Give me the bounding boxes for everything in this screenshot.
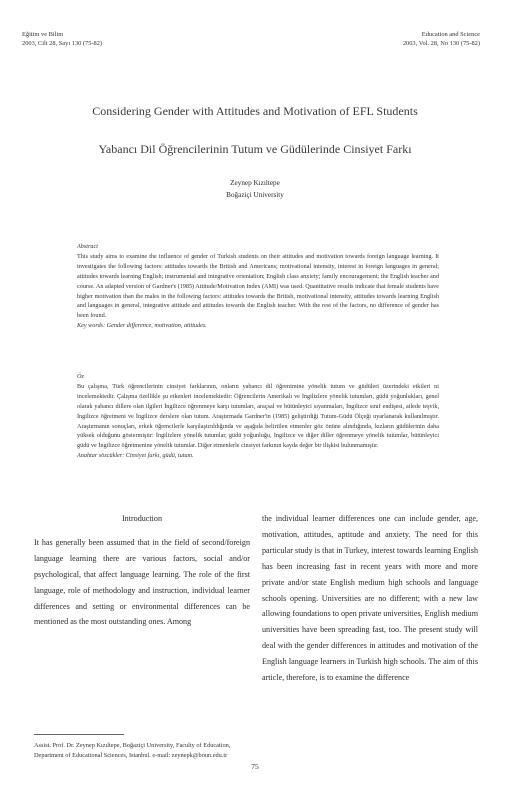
abstract-english (77, 242, 439, 331)
author-block (0, 177, 510, 201)
oz-text: Bu çalışma, Türk öğrencilerinin cinsiyet farklarının, onların yabancı dil öğrenimine yönelik tutum ve güdüleri üzerindeki etkileri ni incelemektedir. Çalışma özellikle şu etkenleri incelemektedir: Öğrencilerin Amerikalı ve İngilizlere yönelik tutumları, güdü yoğunlukları, genel olarak yabancı dillere olan ilgileri İngilizce öğrenmeye karşı tutumları, araçsal ve bütünleyici sıyanmaları, İngilizce sınıf endişesi, ailede teşvik, İngilizce öğretmeni ve İngilizce derslere olan tutum. Araştırmada Gardner'in (1985) geliştirdiği Tutum-Güdü Ölçeği uyarlanarak kullanılmıştır. Araştırmanın sonuçları, erkek öğrencilerle karşılaştırıldığında ve aşağıda belirtilen etmenler göz önüne alındığında, kızların güdülerinin daha yüksek olduğunu göstermiştir: İngilizlere yönelik tutumlar, güdü yoğunluğu, İngilizce ve diğer diller öğrenmeye yönelik tutumlar, bütünleyici güdü ve İngilizce öğretmenine yönelik tutumlar. Diğer etmenlerle cinsiyet farkının kayda değer bir ilişkisi bulunmamıştır. (77, 382, 439, 450)
author-affiliation: Boğaziçi University (226, 191, 284, 199)
abstract-label: Abstract (77, 243, 98, 250)
abstract-text: This study aims to examine the influence of gender of Turkish students on their attitudes and motivation towards foreign language learning. It investigates the following factors: attitudes towards the British and Americans; motivational intensity, interest in foreign languages in general; attitudes towards learning English; instrumental and integrative orientation; English class anxiety; family encouragement; the English teacher and course. An adapted version of Gardner's (1985) Attitude/Motivation Index (AMI) was used. Quantitative results indicate that female students have higher motivation than the males in the following factors: attitudes towards the British, motivational intensity, attitudes towards learning English and languages in general, integrative attitude and attitudes towards the English teacher. With the rest of the factors, no difference of gender has been found. (77, 252, 439, 320)
footnote-divider (34, 734, 124, 735)
journal-issue-en: 2003, Vol. 28, No 130 (75-82) (402, 40, 480, 47)
paper-title-en: Considering Gender with Attitudes and Motivation of EFL Students (92, 104, 418, 118)
abstract-turkish (77, 372, 439, 461)
page-number: 75 (251, 762, 259, 771)
author-footnote: Assist. Prof. Dr. Zeynep Kızıltepe, Boğaziçi University, Faculty of Education, Department of Educational Sciences, Istanbul. e-mail: zeynepk@boun.edu.tr (34, 742, 231, 759)
intro-paragraph-left: It has generally been assumed that in the field of second/foreign language learning there are various factors, social and/or psychological, that affect language learning. The role of the first language, role of methodology and instruction, individual learner differences and setting or environmental differences can be mentioned as the most outstanding ones. Among (34, 537, 250, 627)
section-heading-introduction: Introduction (121, 514, 162, 523)
body-column-right (262, 511, 478, 686)
journal-header-right (403, 30, 480, 48)
keywords: Key words: Gender difference, motivation, attitudes. (77, 322, 207, 330)
anahtar-sozcukler: Anahtar sözcükler: Cinsiyet farkı, güdü, tutum. (77, 452, 194, 460)
intro-paragraph-right: the individual learner differences one can include gender, age, motivation, attitudes, aptitude and anxiety. The need for this particular study is that in Turkey, interest towards learning English has been increasing fast in recent years with more and more private and/or state English medium high schools and language schools opening. Universities are no different; with a new law allowing foundations to open private universities, English medium universities have been spreading fast, too. The present study will deal with the gender differences in attitudes and motivation of the English language learners in Turkish high schools. The aim of this article, therefore, is to examine the difference (262, 514, 478, 683)
journal-header-left (22, 30, 102, 48)
paper-title-tr: Yabancı Dil Öğrencilerinin Tutum ve Güdülerinde Cinsiyet Farkı (98, 142, 412, 156)
journal-name-tr: Eğitim ve Bilim (22, 31, 64, 38)
author-name: Zeynep Kızıltepe (230, 179, 280, 187)
journal-issue-tr: 2003, Cilt 28, Sayı 130 (75-82) (22, 40, 103, 47)
journal-name-en: Education and Science (421, 31, 480, 38)
oz-label: Öz (77, 373, 84, 380)
body-column-left (34, 511, 250, 630)
